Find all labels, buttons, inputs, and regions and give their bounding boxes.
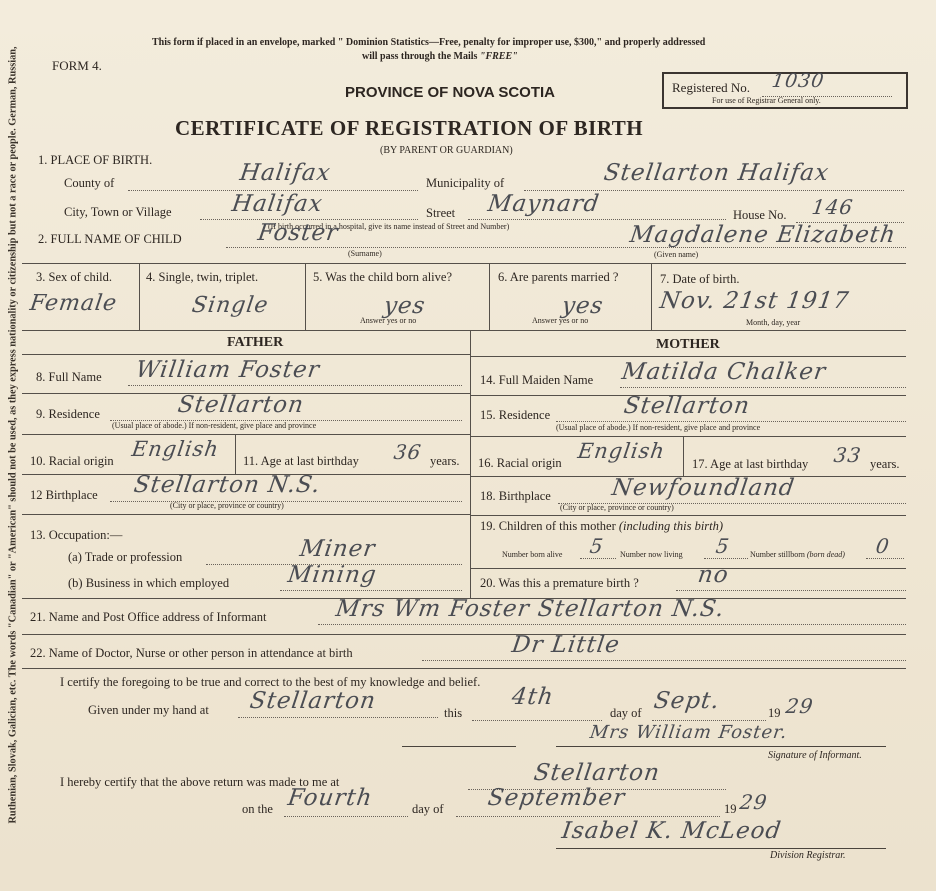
mother-rule-4 [470,515,906,516]
mother-heading-rule [470,356,906,357]
street-line [468,219,726,220]
premature-label: 20. Was this a premature birth ? [480,576,639,590]
mother-birthplace-note: (City or place, province or country) [560,503,674,512]
mother-rule-5 [470,568,906,569]
father-birthplace-line [110,501,462,502]
form-number: FORM 4. [52,58,102,73]
father-business-line [280,590,462,591]
sex-label: 3. Sex of child. [36,270,113,284]
father-name-line [128,385,462,386]
father-birthplace-label: 12 Birthplace [30,488,98,502]
father-birthplace-note: (City or place, province or country) [170,501,284,510]
city-value: Halifax [230,191,325,217]
registrar-statement: I hereby certify that the above return was made to me at [60,775,340,789]
birth-date-caption: Month, day, year [746,318,801,327]
father-residence-value: Stellarton [176,392,306,418]
informant-signature-caption: Signature of Informant. [768,750,862,761]
father-occupation-label: 13. Occupation:— [30,528,123,542]
row3-divider-3 [489,263,490,330]
stillborn-paren: (born dead) [806,550,845,559]
county-value: Halifax [238,160,333,186]
married-label: 6. Are parents married ? [498,270,619,284]
row3-divider-1 [139,263,140,330]
municipality-value: Stellarton Halifax [602,160,831,186]
hospital-note: (If birth occurred in a hospital, give its name instead of Street and Number) [268,222,510,231]
registrar-signature: Isabel K. McLeod [560,818,784,844]
birth-date-value: Nov. 21st 1917 [658,288,851,314]
father-residence-label: 9. Residence [36,407,100,421]
certificate-subtitle: (BY PARENT OR GUARDIAN) [380,145,513,156]
certificate-title: CERTIFICATE OF REGISTRATION OF BIRTH [175,116,644,140]
registrar-day-line [284,816,408,817]
given-place-value: Stellarton [248,688,378,714]
certify-day-line [472,720,602,721]
registrar-signature-rule [556,848,886,849]
city-label: City, Town or Village [64,205,172,219]
street-label: Street [426,206,456,220]
registrar-day-value: Fourth [286,785,375,811]
mother-residence-note: (Usual place of abode.) If non-resident, give place and province [556,423,761,432]
father-business-label: (b) Business in which employed [68,576,230,590]
mother-name-line [620,387,906,388]
alive-label: 5. Was the child born alive? [313,270,453,284]
place-of-birth-label: 1. PLACE OF BIRTH. [38,153,153,167]
certify-month-value: Sept. [652,688,722,714]
given-place-line [238,717,438,718]
mother-birthplace-label: 18. Birthplace [480,489,551,503]
certify-year-value: 29 [784,694,816,718]
mother-age-value: 33 [832,443,864,467]
stillborn-label [750,550,845,559]
side-margin-note [4,0,22,870]
mother-racial-divider [683,436,684,476]
certify-day-of-label: day of [610,706,642,720]
informant-signature-rule-left [402,746,516,747]
registered-label: Registered No. [672,80,750,95]
born-alive-line [580,558,616,559]
given-name-caption: (Given name) [654,250,699,259]
father-racial-label: 10. Racial origin [30,454,114,468]
single-label: 4. Single, twin, triplet. [146,270,259,284]
father-racial-divider [235,434,236,474]
street-value: Maynard [486,191,602,217]
father-business-value: Mining [286,562,379,588]
mother-rule-2 [470,436,906,437]
house-label: House No. [733,208,787,222]
father-racial-value: English [130,437,221,461]
registered-value: 1030 [770,70,826,92]
premature-value: no [696,562,731,588]
child-given-name-value: Magdalene Elizabeth [628,222,898,248]
children-count-text: 19. Children of this mother [480,519,616,533]
registrar-on-the-label: on the [242,802,273,816]
row3-divider-2 [305,263,306,330]
registrar-note: For use of Registrar General only. [712,96,821,105]
postal-notice-line2 [362,51,518,62]
mother-name-value: Matilda Chalker [620,359,828,385]
mother-age-unit: years. [870,457,900,471]
alive-value: yes [382,293,428,319]
county-label: County of [64,176,115,190]
birth-date-label: 7. Date of birth. [660,272,740,286]
certify-month-line [652,720,766,721]
doctor-line [422,660,906,661]
born-alive-value: 5 [588,534,606,558]
surname-caption: (Surname) [348,249,382,258]
father-name-value: William Foster [134,357,322,383]
father-age-label: 11. Age at last birthday [243,454,359,468]
mother-racial-label: 16. Racial origin [478,456,562,470]
province-heading: PROVINCE OF NOVA SCOTIA [345,84,556,101]
sex-value: Female [28,291,119,316]
stillborn-line [866,558,904,559]
father-heading: FATHER [227,335,284,350]
row3-divider-4 [651,263,652,330]
father-name-label: 8. Full Name [36,370,102,384]
informant-rule [22,634,906,635]
mother-birthplace-value: Newfoundland [610,475,797,501]
free-mark: "FREE" [479,51,518,62]
father-age-value: 36 [392,440,424,464]
registrar-month-value: September [486,785,627,811]
father-heading-rule [22,354,470,355]
certify-year-prefix: 19 [768,706,781,720]
father-trade-label: (a) Trade or profession [68,550,183,564]
married-caption: Answer yes or no [532,316,589,325]
father-rule-2 [22,434,470,435]
father-trade-value: Miner [298,536,378,562]
single-value: Single [190,293,271,318]
child-surname-value: Foster [256,220,341,246]
registrar-caption: Division Registrar. [770,850,846,861]
registrar-day-of-label: day of [412,802,444,816]
premature-line [676,590,906,591]
doctor-rule [22,668,906,669]
certify-day-value: 4th [510,684,556,710]
born-alive-label: Number born alive [502,550,563,559]
mother-residence-value: Stellarton [622,393,752,419]
municipality-label: Municipality of [426,176,505,190]
row3-bottom-rule [22,330,906,331]
child-name-label: 2. FULL NAME OF CHILD [38,232,182,246]
registrar-year-value: 29 [738,790,770,814]
informant-value: Mrs Wm Foster Stellarton N.S. [334,596,727,622]
mother-heading: MOTHER [656,337,720,352]
informant-label: 21. Name and Post Office address of Informant [30,610,267,624]
father-age-unit: years. [430,454,460,468]
row3-top-rule [22,263,906,264]
parents-divider [470,330,471,598]
mother-residence-line [556,421,906,422]
postal-notice-line1: This form if placed in an envelope, marked " Dominion Statistics—Free, penalty for improper use, $300," and properly addressed [152,37,706,48]
now-living-line [704,558,748,559]
informant-line [318,624,906,625]
registrar-month-line [456,816,720,817]
side-margin-text: Ruthenian, Slovak, Galician, etc. The words "Canadian" or "American" should not be used, as they express nationality or citizenship but not a race or people. German, Russian, [7,46,19,824]
father-birthplace-value: Stellarton N.S. [132,472,323,498]
father-rule-4 [22,514,470,515]
mother-residence-label: 15. Residence [480,408,551,422]
stillborn-value: 0 [874,534,892,558]
informant-signature: Mrs William Foster. [588,722,790,743]
children-count-label [480,519,723,534]
doctor-value: Dr Little [510,632,622,658]
doctor-label: 22. Name of Doctor, Nurse or other person in attendance at birth [30,646,353,660]
registrar-place-value: Stellarton [532,760,662,786]
informant-signature-rule [556,746,886,747]
postal-notice-text: will pass through the Mails [362,51,480,62]
mother-racial-value: English [576,439,667,463]
house-value: 146 [810,195,855,219]
children-count-paren: (including this birth) [618,519,724,533]
father-residence-note: (Usual place of abode.) If non-resident, give place and province [112,421,317,430]
registrar-year-prefix: 19 [724,802,737,816]
mother-age-label: 17. Age at last birthday [692,457,809,471]
mother-name-label: 14. Full Maiden Name [480,373,594,387]
given-under-label: Given under my hand at [88,703,209,717]
stillborn-text: Number stillborn [750,550,805,559]
alive-caption: Answer yes or no [360,316,417,325]
married-value: yes [560,293,606,319]
now-living-value: 5 [714,534,732,558]
certify-statement: I certify the foregoing to be true and correct to the best of my knowledge and belief. [60,675,481,689]
now-living-label: Number now living [620,550,683,559]
this-label: this [444,706,463,720]
